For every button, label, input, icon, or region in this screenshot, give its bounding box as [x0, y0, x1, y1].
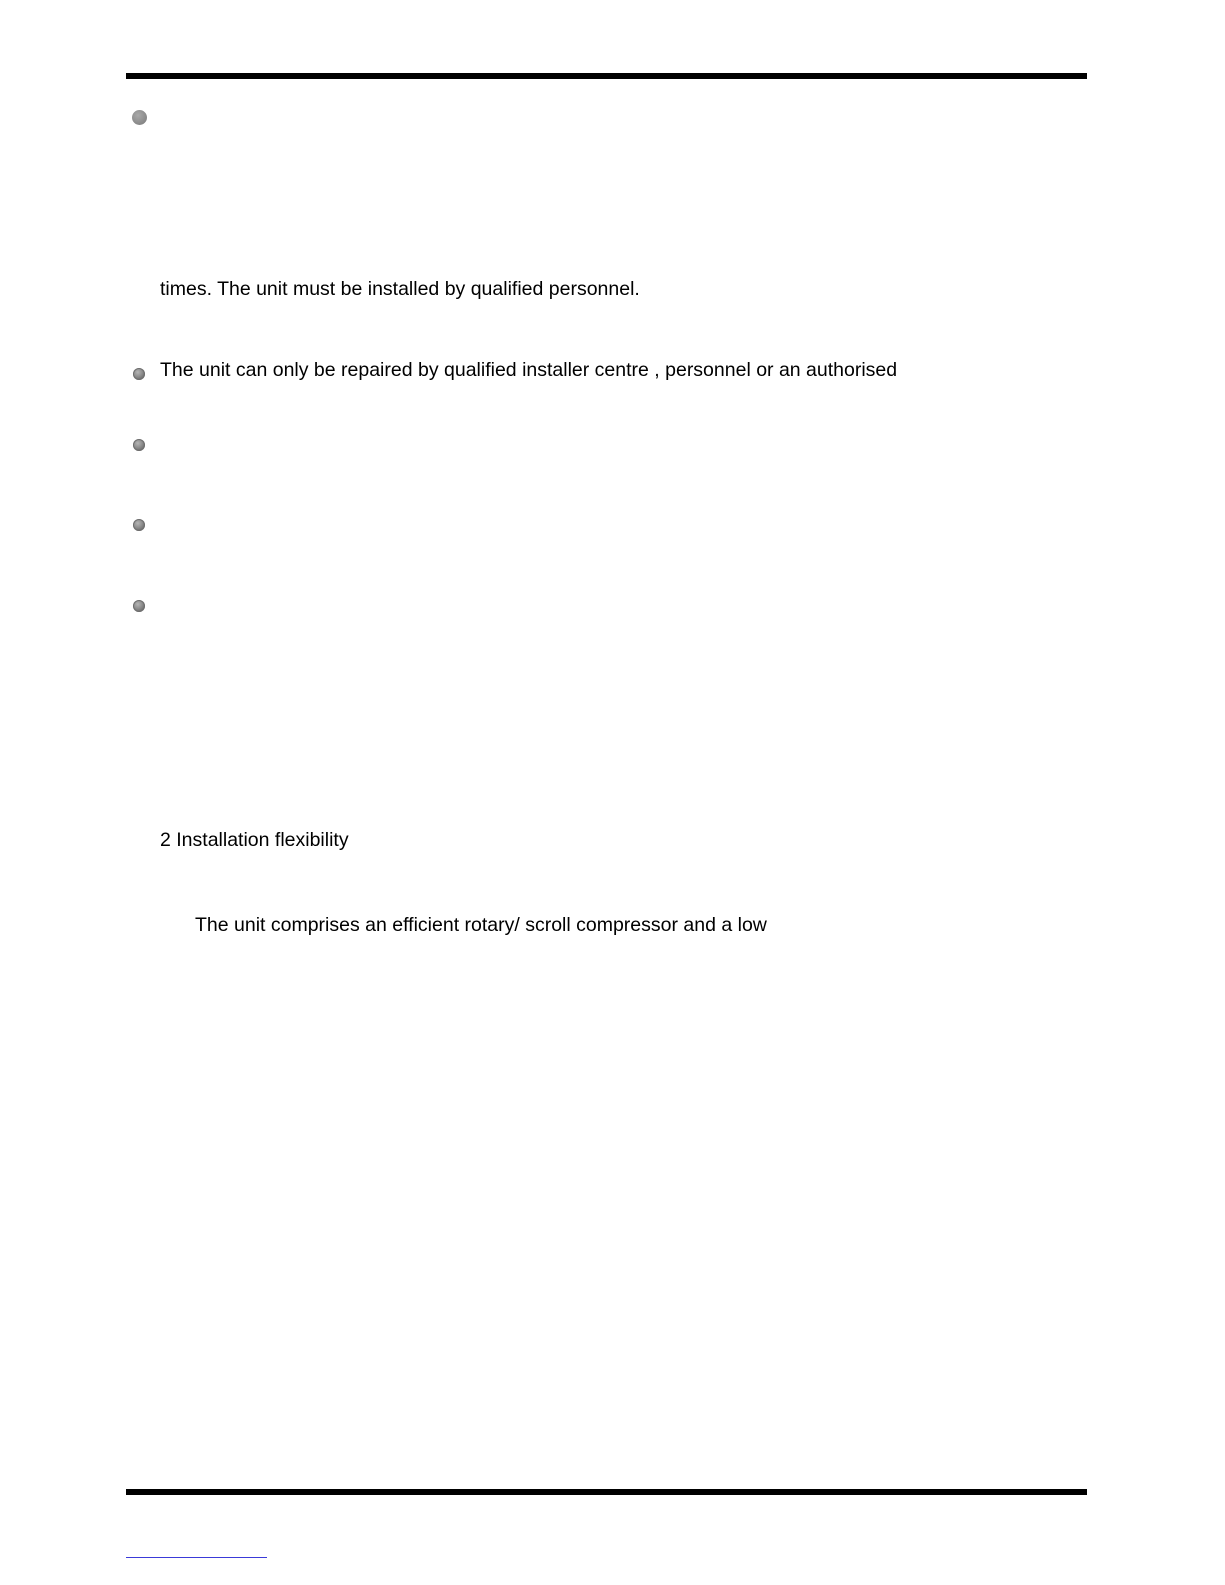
- bottom-rule: [126, 1489, 1087, 1495]
- top-rule: [126, 73, 1087, 79]
- text-line-installed-by-personnel: times. The unit must be installed by qualified personnel.: [160, 278, 640, 300]
- bullet-dot-icon: [133, 600, 145, 612]
- text-line-repair: The unit can only be repaired by qualified installer centre , personnel or an authorised: [160, 359, 898, 381]
- footer-link-underline[interactable]: [126, 1557, 267, 1558]
- bullet-dot-icon: [132, 110, 147, 125]
- bullet-dot-icon: [133, 519, 145, 531]
- text-line-compressor: The unit comprises an efficient rotary/ scroll compressor and a low: [195, 914, 767, 936]
- bullet-dot-icon: [133, 368, 145, 380]
- section-heading-installation-flexibility: 2 Installation flexibility: [160, 829, 349, 851]
- bullet-dot-icon: [133, 439, 145, 451]
